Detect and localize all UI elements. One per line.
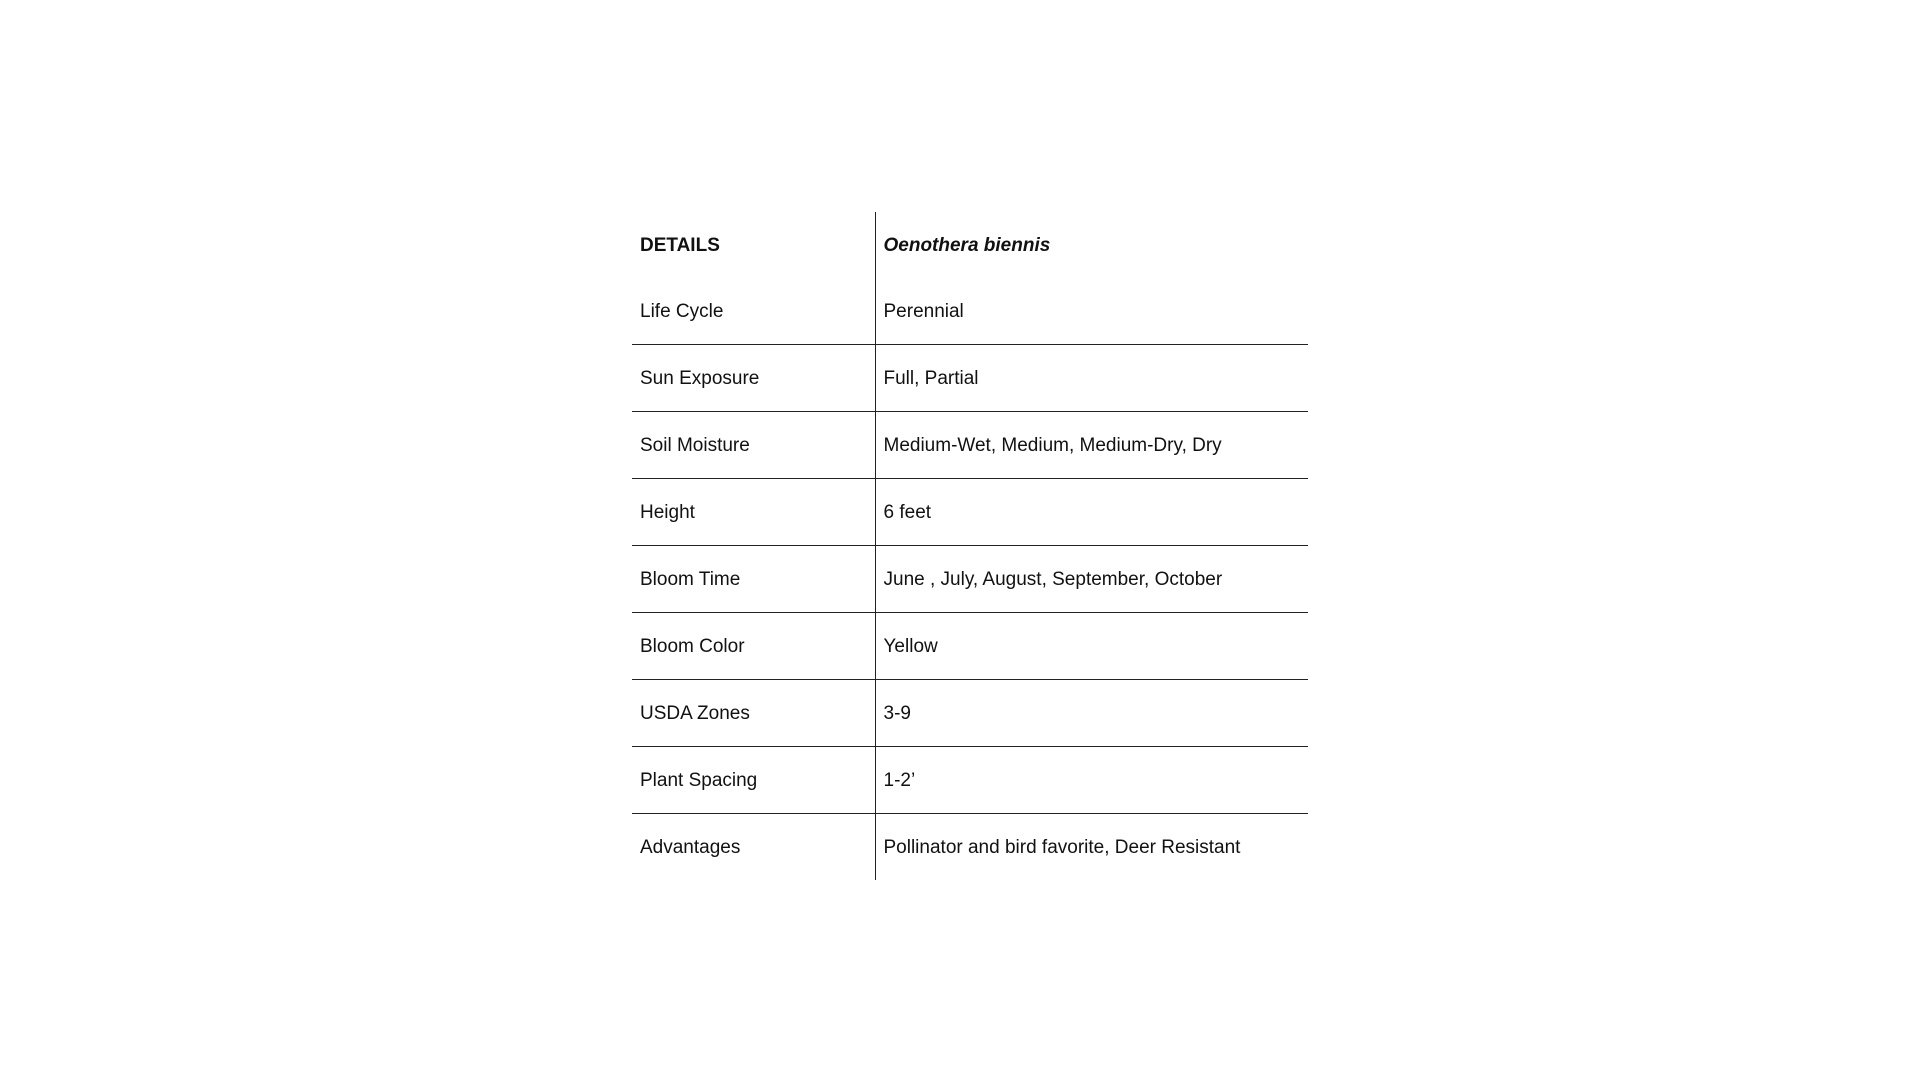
details-header: DETAILS [632, 212, 875, 278]
table-row [632, 412, 1308, 479]
row-value-plant-spacing: 1-2’ [875, 747, 1308, 814]
row-value-soil-moisture: Medium-Wet, Medium, Medium-Dry, Dry [875, 412, 1308, 479]
row-value-advantages: Pollinator and bird favorite, Deer Resistant [883, 836, 1241, 858]
table-row [632, 814, 1308, 881]
table-row [632, 680, 1308, 747]
table-row [632, 747, 1308, 814]
plant-details-table [632, 212, 1308, 880]
row-label-usda-zones: USDA Zones [632, 680, 875, 747]
table-row [632, 546, 1308, 613]
row-label-height: Height [632, 479, 875, 546]
row-label-bloom-time: Bloom Time [632, 546, 875, 613]
row-value-life-cycle: Perennial [875, 278, 1308, 345]
row-value-usda-zones: 3-9 [875, 680, 1308, 747]
table-header-row [632, 212, 1308, 278]
row-label-bloom-color: Bloom Color [632, 613, 875, 680]
row-label-soil-moisture: Soil Moisture [632, 412, 875, 479]
row-label-plant-spacing: Plant Spacing [632, 747, 875, 814]
row-value-bloom-time: June , July, August, September, October [875, 546, 1308, 613]
row-label-sun-exposure: Sun Exposure [632, 345, 875, 412]
row-value-bloom-color: Yellow [875, 613, 1308, 680]
table-row [632, 613, 1308, 680]
table-row [632, 479, 1308, 546]
row-label-life-cycle: Life Cycle [632, 278, 875, 345]
table-row [632, 278, 1308, 345]
row-label-advantages: Advantages [632, 814, 875, 881]
table-row [632, 345, 1308, 412]
species-name: Oenothera biennis [883, 234, 1051, 256]
row-value-sun-exposure: Full, Partial [875, 345, 1308, 412]
row-value-height: 6 feet [875, 479, 1308, 546]
